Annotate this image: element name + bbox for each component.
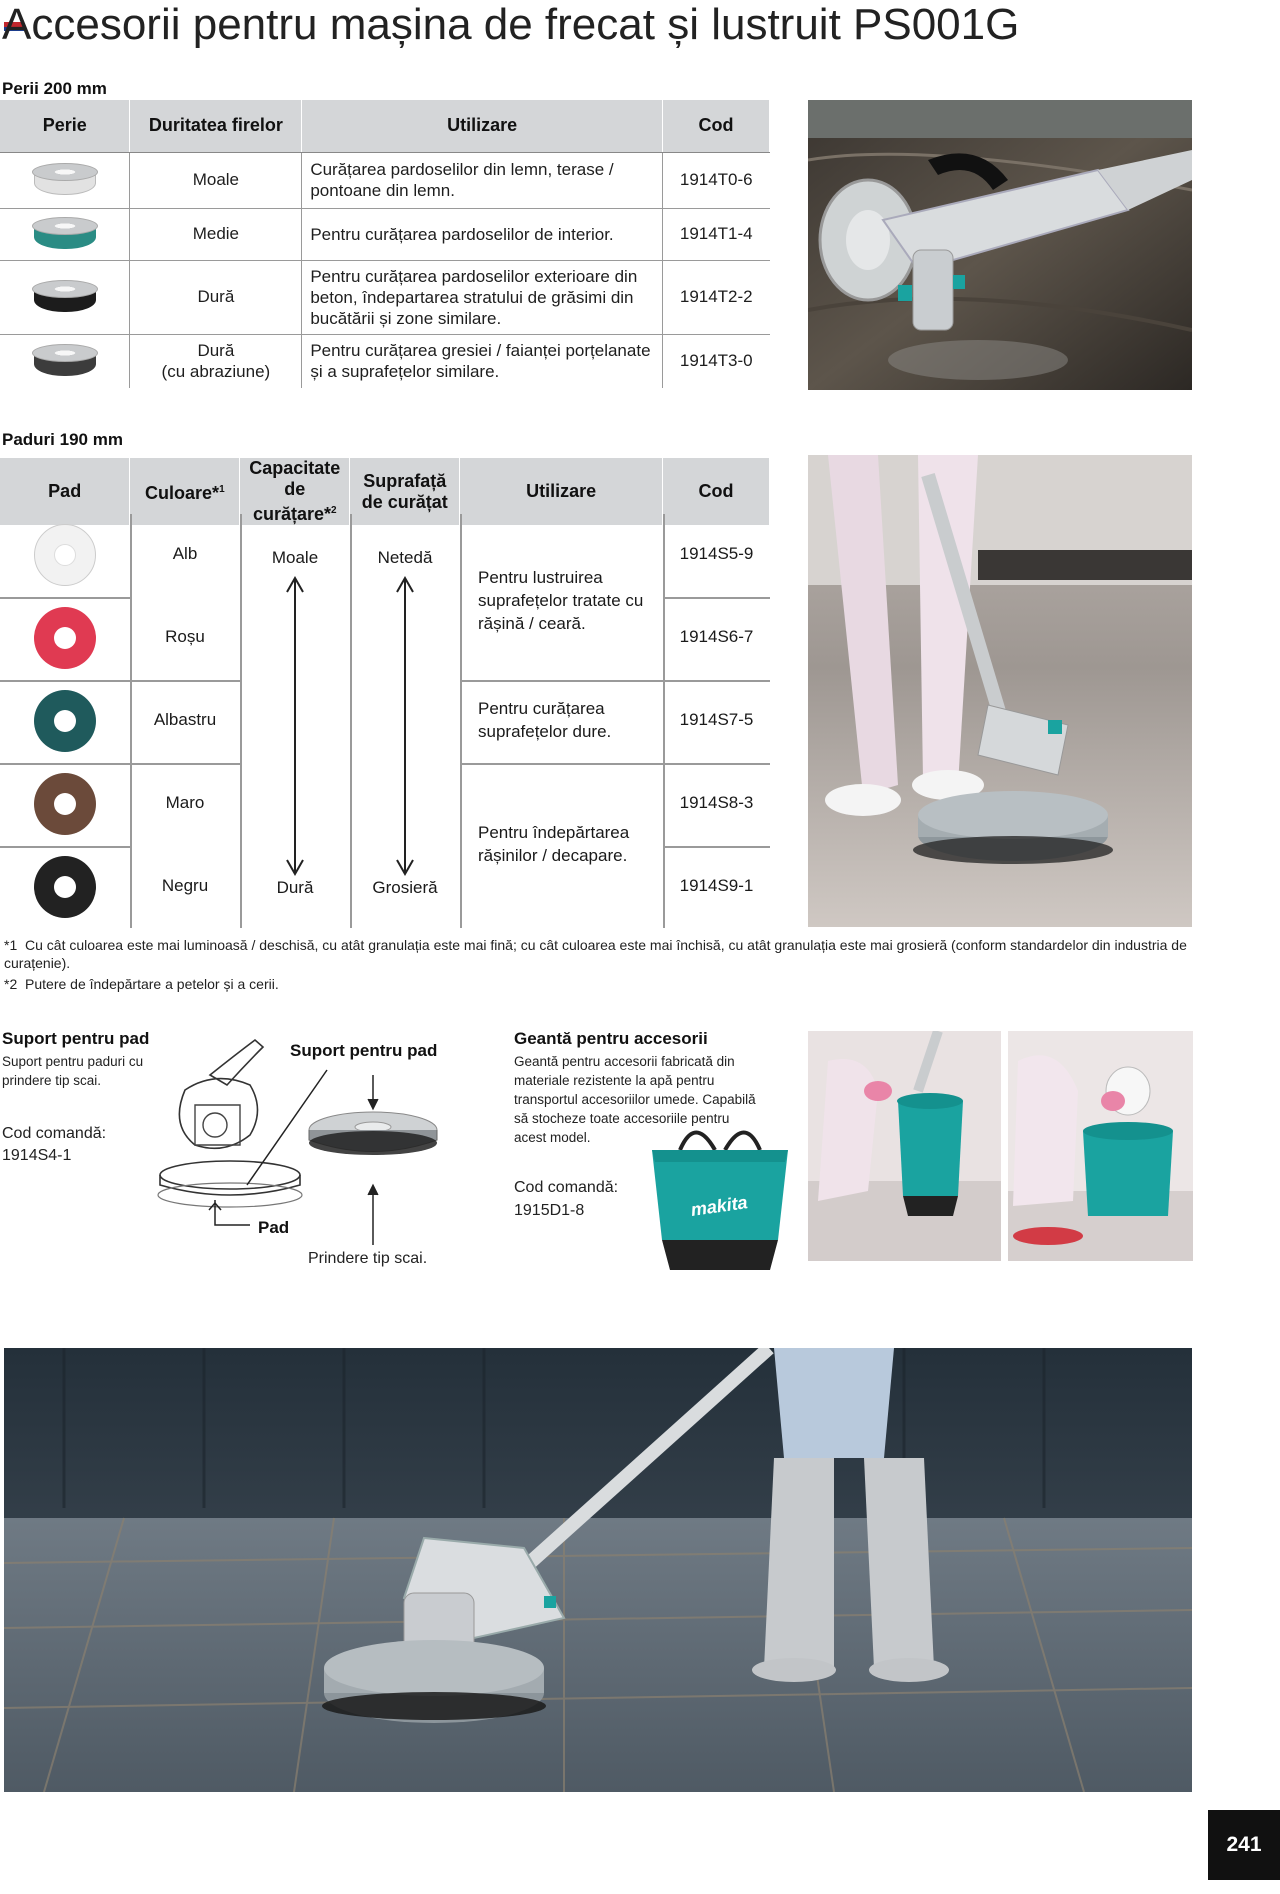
surface-col-header-line2: de curățat xyxy=(361,491,448,512)
color-footnote-ref: 1 xyxy=(219,484,225,495)
bag-photo-1-illustration xyxy=(808,1031,1001,1261)
brush-hardness: Medie xyxy=(130,208,302,260)
pad-usage-polish: Pentru lustruirea suprafețelor tratate cu rășină / ceară. xyxy=(478,568,644,633)
capacity-col-header-line2: de curățare* xyxy=(252,479,332,524)
brush-usage: Pentru curățarea pardoselilor exterioare din beton, îndepartarea stratului de grăsimi din bucătării și zone similare. xyxy=(302,260,663,334)
brush-code: 1914T3-0 xyxy=(679,351,753,371)
brush-image-cell xyxy=(0,260,130,334)
code-col-header: Cod xyxy=(663,100,770,152)
brush-usage: Pentru curățarea gresiei / faianței porțelanate și a suprafețelor similare. xyxy=(302,334,663,388)
diagram-holder-label: Suport pentru pad xyxy=(290,1041,438,1060)
brush-medium-image xyxy=(32,217,98,251)
pad-code: 1914S8-3 xyxy=(679,793,754,812)
footnote-2-text: Putere de îndepărtare a petelor și a cerii. xyxy=(25,976,279,992)
pad-holder-order-label: Cod comandă: xyxy=(2,1125,107,1142)
pad-code-col-header: Cod xyxy=(663,458,770,525)
brush-usage-illustration xyxy=(808,100,1192,390)
pad-blue-image xyxy=(34,690,96,752)
bag-photo-1 xyxy=(808,1031,1001,1261)
pad-holder-description: Suport pentru paduri cu prindere tip scai. xyxy=(2,1054,144,1088)
brush-image-cell xyxy=(0,208,130,260)
bag-order-label: Cod comandă: xyxy=(514,1179,619,1196)
pad-usage-strip: Pentru îndepărtarea rășinilor / decapare. xyxy=(478,823,630,865)
pad-black-image xyxy=(34,856,96,918)
color-col-header-text: Culoare* xyxy=(145,483,220,503)
diagram-pad-label: Pad xyxy=(258,1218,290,1237)
bag-photo-2-illustration xyxy=(1008,1031,1193,1261)
diagram-velcro-label: Prindere tip scai. xyxy=(308,1250,428,1267)
surface-top-label: Netedă xyxy=(377,548,433,567)
table-row xyxy=(0,260,770,334)
surface-bottom-label: Grosieră xyxy=(372,878,438,897)
pad-usage-hard-surfaces: Pentru curățarea suprafețelor dure. xyxy=(478,699,612,741)
pad-code: 1914S9-1 xyxy=(679,876,754,895)
pad-color: Albastru xyxy=(153,710,217,729)
table-row xyxy=(0,208,770,260)
bag-photo-2 xyxy=(1008,1031,1193,1261)
page-number: 241 xyxy=(1208,1810,1280,1880)
pad-col-header: Pad xyxy=(0,458,130,525)
hero-photo xyxy=(4,1348,1192,1792)
brush-hardness: Dură (cu abraziune) xyxy=(130,334,302,388)
accessory-bag-image xyxy=(640,1120,800,1280)
table-row xyxy=(0,334,770,388)
brush-code: 1914T1-4 xyxy=(663,208,770,260)
page-title: Accesorii pentru mașina de frecat și lustruit PS001G xyxy=(2,0,1020,49)
usage-col-header: Utilizare xyxy=(302,100,663,152)
pad-brown-image xyxy=(34,773,96,835)
brush-soft-image xyxy=(32,163,98,197)
bag-order-code: 1915D1-8 xyxy=(514,1202,585,1219)
capacity-footnote-ref: 2 xyxy=(331,505,337,516)
pad-color: Alb xyxy=(172,544,198,563)
brush-usage: Pentru curățarea pardoselilor de interior. xyxy=(302,208,663,260)
brush-hard-image xyxy=(32,280,98,314)
pad-white-image xyxy=(34,524,96,586)
brush-image-cell xyxy=(0,334,130,388)
brush-usage: Curățarea pardoselilor din lemn, terase / pontoane din lemn. xyxy=(302,152,663,208)
capacity-arrow xyxy=(280,576,310,876)
hardness-col-header: Duritatea firelor xyxy=(130,100,302,152)
brush-code: 1914T2-2 xyxy=(663,260,770,334)
footnote-1-mark: *1 xyxy=(4,937,18,953)
pad-holder-diagram xyxy=(155,1035,485,1275)
footnote-2 xyxy=(4,975,1194,993)
pad-code: 1914S6-7 xyxy=(679,627,754,646)
brush-usage-photo xyxy=(808,100,1192,390)
pad-usage-photo xyxy=(808,455,1192,927)
pad-code: 1914S5-9 xyxy=(679,544,754,563)
brush-code: 1914T0-6 xyxy=(663,152,770,208)
pad-table-body xyxy=(0,514,770,928)
brushes-section-label: Perii 200 mm xyxy=(2,79,107,98)
pad-holder-order-code: 1914S4-1 xyxy=(2,1147,72,1164)
bag-brand-logo: makita xyxy=(689,1192,749,1220)
brush-table xyxy=(0,100,770,388)
footnote-1 xyxy=(4,936,1194,972)
surface-arrow xyxy=(390,576,420,876)
pad-usage-col-header: Utilizare xyxy=(460,458,663,525)
pad-holder-title: Suport pentru pad xyxy=(2,1029,150,1048)
capacity-col-header-line1: Capacitate xyxy=(249,458,341,478)
brush-image-cell xyxy=(0,152,130,208)
hero-photo-illustration xyxy=(4,1348,1192,1792)
pad-color: Negru xyxy=(161,876,209,895)
bag-description: Geantă pentru accesorii fabricată din materiale rezistente la apă pentru transportul accesoriilor umede. Capabilă să stocheze toate accesoriile pentru acest model. xyxy=(514,1054,756,1145)
brush-hardness: Moale xyxy=(130,152,302,208)
capacity-bottom-label: Dură xyxy=(276,878,314,897)
surface-col-header-line1: Suprafață xyxy=(363,470,447,491)
pad-usage-illustration xyxy=(808,455,1192,927)
pads-section-label: Paduri 190 mm xyxy=(2,430,123,449)
capacity-top-label: Moale xyxy=(271,548,319,567)
bag-title: Geantă pentru accesorii xyxy=(514,1029,708,1048)
table-row xyxy=(0,152,770,208)
pad-color: Roșu xyxy=(165,627,205,646)
brush-abrasive-image xyxy=(32,344,98,378)
brush-hardness: Dură xyxy=(130,260,302,334)
pad-red-image xyxy=(34,607,96,669)
footnote-1-text: Cu cât culoarea este mai luminoasă / deschisă, cu atât granulația este mai fină; cu cât culoarea este mai închisă, cu atât granulația este mai grosieră (conform standardelor din industria de curațenie). xyxy=(4,937,1187,971)
pad-color: Maro xyxy=(165,793,205,812)
pad-code: 1914S7-5 xyxy=(679,710,754,729)
footnote-2-mark: *2 xyxy=(4,976,18,992)
brush-col-header: Perie xyxy=(0,100,130,152)
